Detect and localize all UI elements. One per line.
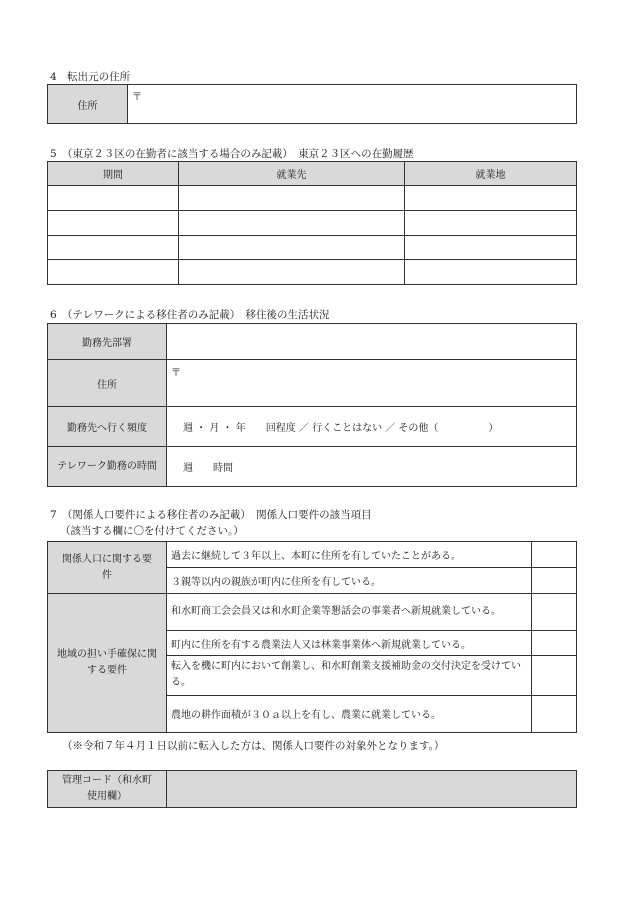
- period-cell[interactable]: [48, 210, 179, 235]
- requirement-item: 農地の耕作面積が３０ａ以上を有し、農業に就業している。: [167, 695, 532, 732]
- telework-hours-field[interactable]: 週 時間: [167, 447, 577, 487]
- section-7-subheading: （該当する欄に〇を付けてください。）: [60, 525, 244, 537]
- period-cell[interactable]: [48, 186, 179, 211]
- frequency-field[interactable]: 週 ・ 月 ・ 年 回程度 ／ 行くことはない ／ その他（ ）: [167, 407, 577, 447]
- period-cell[interactable]: [48, 260, 179, 285]
- frequency-label: 勤務先へ行く頻度: [48, 407, 167, 447]
- address-label: 住所: [48, 360, 167, 407]
- section-7-heading: 7 （関係人口要件による移住者のみ記載） 関係人口要件の該当項目: [50, 509, 372, 521]
- living-situation-table: [47, 323, 577, 487]
- check-cell[interactable]: [532, 655, 577, 695]
- employer-cell[interactable]: [179, 186, 405, 211]
- dept-field[interactable]: [167, 324, 577, 360]
- work-location-cell[interactable]: [405, 186, 577, 211]
- related-population-requirements-table: [47, 541, 577, 733]
- employer-cell[interactable]: [179, 235, 405, 260]
- requirement-item: 転入を機に町内において創業し、和水町創業支援補助金の交付決定を受けている。: [167, 655, 532, 695]
- postal-mark: 〒: [171, 368, 181, 379]
- dept-label: 勤務先部署: [48, 324, 167, 360]
- new-address-field[interactable]: [167, 360, 577, 407]
- table-row: [48, 210, 577, 235]
- section-5-heading: 5 （東京２３区の在勤者に該当する場合のみ記載） 東京２３区への在勤履歴: [50, 148, 414, 160]
- section-6-heading: 6 （テレワークによる移住者のみ記載） 移住後の生活状況: [50, 309, 330, 321]
- requirement-item: 和水町商工会会員又は和水町企業等懇話会の事業者へ新規就業している。: [167, 594, 532, 631]
- work-location-cell[interactable]: [405, 235, 577, 260]
- column-header-work-location: 就業地: [405, 162, 577, 186]
- check-cell[interactable]: [532, 631, 577, 655]
- postal-mark: 〒: [132, 92, 142, 103]
- table-row: [48, 235, 577, 260]
- check-cell[interactable]: [532, 695, 577, 732]
- check-cell[interactable]: [532, 594, 577, 631]
- requirement-item: ３親等以内の親族が町内に住所を有している。: [167, 568, 532, 594]
- employer-cell[interactable]: [179, 210, 405, 235]
- tokyo-work-history-table: [47, 161, 577, 285]
- check-cell[interactable]: [532, 568, 577, 594]
- column-header-employer: 就業先: [179, 162, 405, 186]
- column-header-period: 期間: [48, 162, 179, 186]
- address-label: 住所: [48, 85, 128, 124]
- check-cell[interactable]: [532, 542, 577, 568]
- telework-hours-label: テレワーク勤務の時間: [48, 447, 167, 487]
- management-code-label: 管理コード（和水町使用欄）: [48, 771, 167, 808]
- section-4-heading: 4 転出元の住所: [50, 71, 131, 83]
- work-location-cell[interactable]: [405, 210, 577, 235]
- management-code-field: [167, 771, 577, 808]
- requirement-item: 過去に継続して３年以上、本町に住所を有していたことがある。: [167, 542, 532, 568]
- table-row: [48, 186, 577, 211]
- previous-address-field[interactable]: [128, 85, 577, 124]
- work-location-cell[interactable]: [405, 260, 577, 285]
- employer-cell[interactable]: [179, 260, 405, 285]
- table-row: [48, 260, 577, 285]
- management-code-table: [47, 770, 577, 808]
- previous-address-table: [47, 84, 577, 124]
- group2-label: 地域の担い手確保に関する要件: [48, 594, 167, 733]
- requirement-item: 町内に住所を有する農業法人又は林業事業体へ新規就業している。: [167, 631, 532, 655]
- period-cell[interactable]: [48, 235, 179, 260]
- section-7-note: （※令和７年４月１日以前に転入した方は、関係人口要件の対象外となります。）: [62, 740, 445, 752]
- group1-label: 関係人口に関する要件: [48, 542, 167, 594]
